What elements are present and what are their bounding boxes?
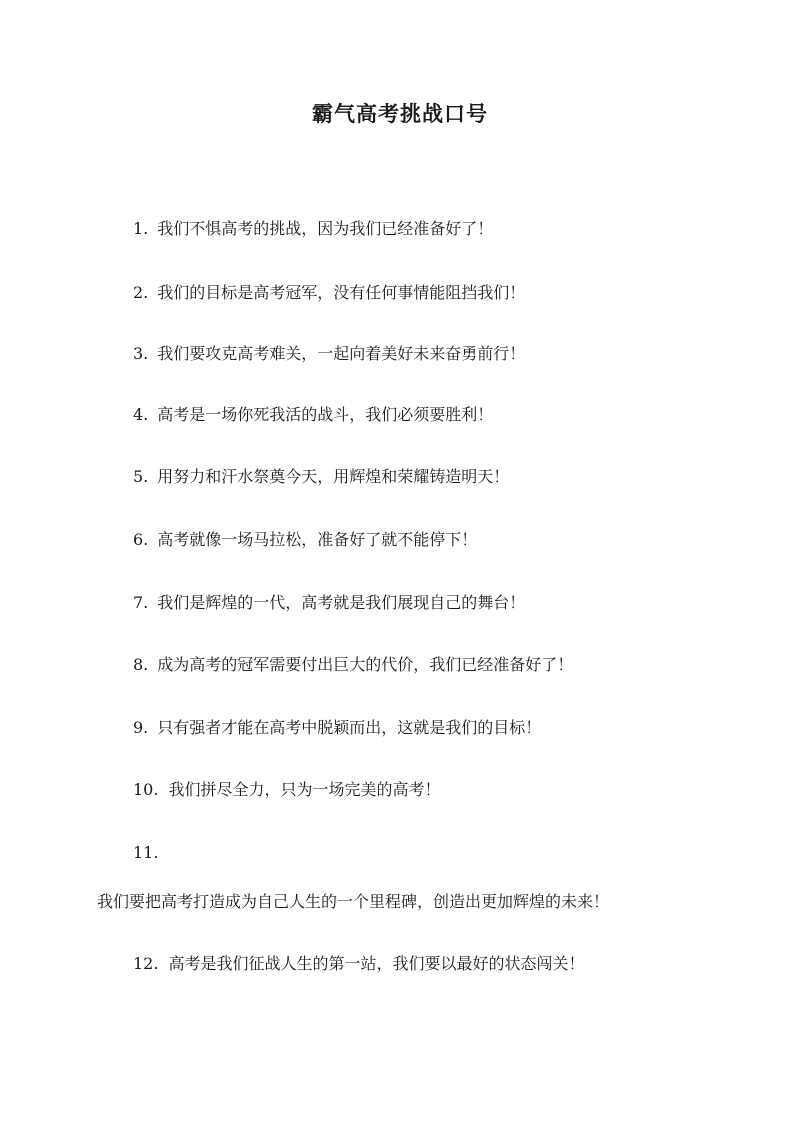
slogan-text: 只有强者才能在高考中脱颖而出，这就是我们的目标！ — [157, 718, 542, 737]
slogan-number: 6. — [133, 530, 149, 549]
slogan-number: 2. — [133, 283, 149, 302]
slogan-item-8 — [133, 654, 573, 676]
slogan-number: 12. — [133, 954, 159, 973]
slogan-text: 高考是一场你死我活的战斗，我们必须要胜利！ — [157, 405, 494, 424]
slogan-number: 7. — [133, 593, 149, 612]
slogan-text: 我们不惧高考的挑战，因为我们已经准备好了！ — [157, 219, 494, 238]
slogan-number: 3. — [133, 344, 149, 363]
slogan-item-9 — [133, 717, 541, 739]
slogan-text: 成为高考的冠军需要付出巨大的代价，我们已经准备好了！ — [157, 655, 574, 674]
slogan-item-11-number — [133, 842, 167, 864]
slogan-text: 我们的目标是高考冠军，没有任何事情能阻挡我们！ — [157, 283, 526, 302]
slogan-number: 4. — [133, 405, 149, 424]
slogan-number: 11. — [133, 843, 159, 862]
slogan-text: 高考就像一场马拉松，准备好了就不能停下！ — [157, 530, 478, 549]
slogan-number: 9. — [133, 718, 149, 737]
slogan-item-12 — [133, 953, 584, 975]
slogan-item-6 — [133, 529, 477, 551]
slogan-text: 我们要攻克高考难关，一起向着美好未来奋勇前行！ — [157, 344, 526, 363]
slogan-item-11-text: 我们要把高考打造成为自己人生的一个里程碑，创造出更加辉煌的未来！ — [97, 892, 610, 911]
slogan-number: 10. — [133, 780, 159, 799]
slogan-text: 我们拼尽全力，只为一场完美的高考！ — [168, 780, 441, 799]
slogan-item-1 — [133, 218, 493, 240]
slogan-item-7 — [133, 592, 525, 614]
slogan-number: 8. — [133, 655, 149, 674]
page-title: 霸气高考挑战口号 — [312, 101, 488, 126]
slogan-text: 高考是我们征战人生的第一站，我们要以最好的状态闯关！ — [168, 954, 585, 973]
slogan-text: 用努力和汗水祭奠今天，用辉煌和荣耀铸造明天！ — [157, 467, 510, 486]
slogan-item-4 — [133, 404, 493, 426]
slogan-item-2 — [133, 282, 525, 304]
slogan-item-10 — [133, 779, 440, 801]
slogan-item-5 — [133, 466, 509, 488]
slogan-number: 5. — [133, 467, 149, 486]
slogan-text: 我们是辉煌的一代，高考就是我们展现自己的舞台！ — [157, 593, 526, 612]
slogan-item-3 — [133, 343, 525, 365]
slogan-number: 1. — [133, 219, 149, 238]
